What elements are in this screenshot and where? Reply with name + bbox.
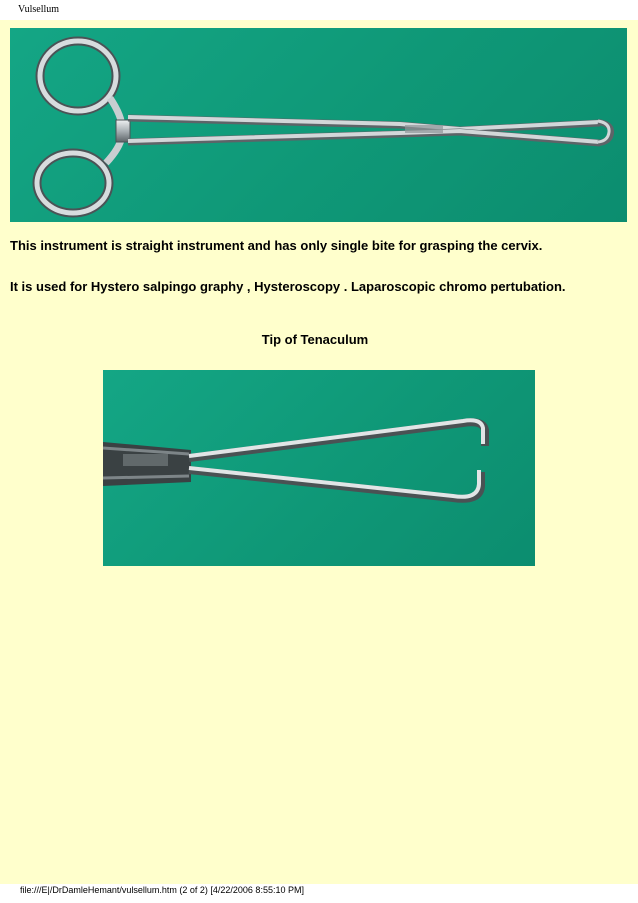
print-footer-path: file:///E|/DrDamleHemant/vulsellum.htm (2 of 2) [4/22/2006 8:55:10 PM] — [20, 885, 304, 895]
document-page — [0, 20, 638, 884]
forceps-drawing — [10, 28, 627, 222]
usage-paragraph: It is used for Hystero salpingo graphy , Hysteroscopy . Laparoscopic chromo pertubation. — [10, 279, 566, 294]
image-caption: Tip of Tenaculum — [261, 332, 369, 347]
vulsellum-forceps-photo — [10, 28, 627, 222]
description-paragraph: This instrument is straight instrument and has only single bite for grasping the cervix. — [10, 238, 543, 253]
print-header-title: Vulsellum — [18, 4, 60, 15]
tenaculum-drawing — [103, 370, 535, 566]
tenaculum-tip-photo — [103, 370, 535, 566]
